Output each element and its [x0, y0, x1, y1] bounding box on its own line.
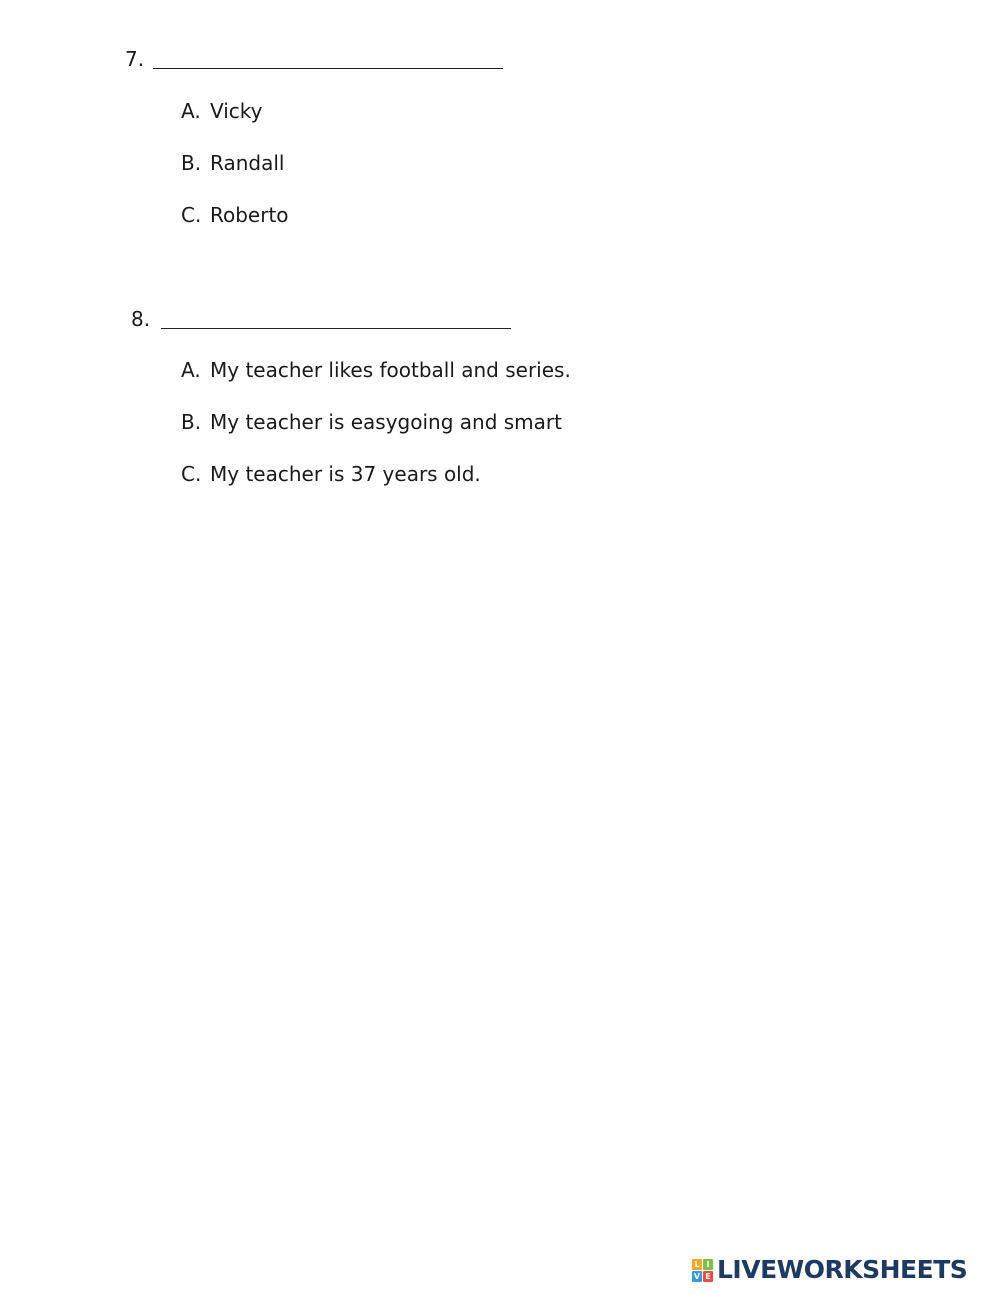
option-8-b[interactable] — [181, 410, 562, 434]
option-7-a[interactable] — [181, 99, 263, 123]
option-letter: C. — [181, 203, 202, 227]
logo-icon-tile: L — [692, 1259, 702, 1270]
logo-icon-tile: I — [703, 1259, 713, 1270]
option-text: My teacher is easygoing and smart — [210, 410, 562, 434]
answer-blank-8[interactable] — [161, 306, 511, 329]
option-letter: C. — [181, 462, 202, 486]
liveworksheets-logo — [692, 1256, 967, 1284]
question-8 — [131, 307, 150, 331]
logo-icon — [692, 1259, 713, 1282]
option-text: Roberto — [210, 203, 289, 227]
option-text: My teacher is 37 years old. — [210, 462, 481, 486]
option-letter: A. — [181, 358, 201, 382]
option-8-c[interactable] — [181, 462, 481, 486]
option-text: My teacher likes football and series. — [210, 358, 571, 382]
option-letter: B. — [181, 410, 202, 434]
logo-text: LIVEWORKSHEETS — [717, 1255, 968, 1284]
answer-blank-7[interactable] — [153, 46, 503, 69]
option-8-a[interactable] — [181, 358, 571, 382]
question-7 — [125, 47, 144, 71]
question-number: 8. — [131, 307, 151, 331]
option-letter: A. — [181, 99, 201, 123]
logo-icon-tile: V — [693, 1271, 701, 1281]
option-text: Vicky — [210, 99, 263, 123]
option-text: Randall — [210, 151, 285, 175]
option-7-c[interactable] — [181, 203, 289, 227]
option-7-b[interactable] — [181, 151, 284, 175]
option-letter: B. — [181, 151, 202, 175]
logo-icon-tile: E — [703, 1271, 713, 1282]
question-number: 7. — [125, 47, 145, 71]
